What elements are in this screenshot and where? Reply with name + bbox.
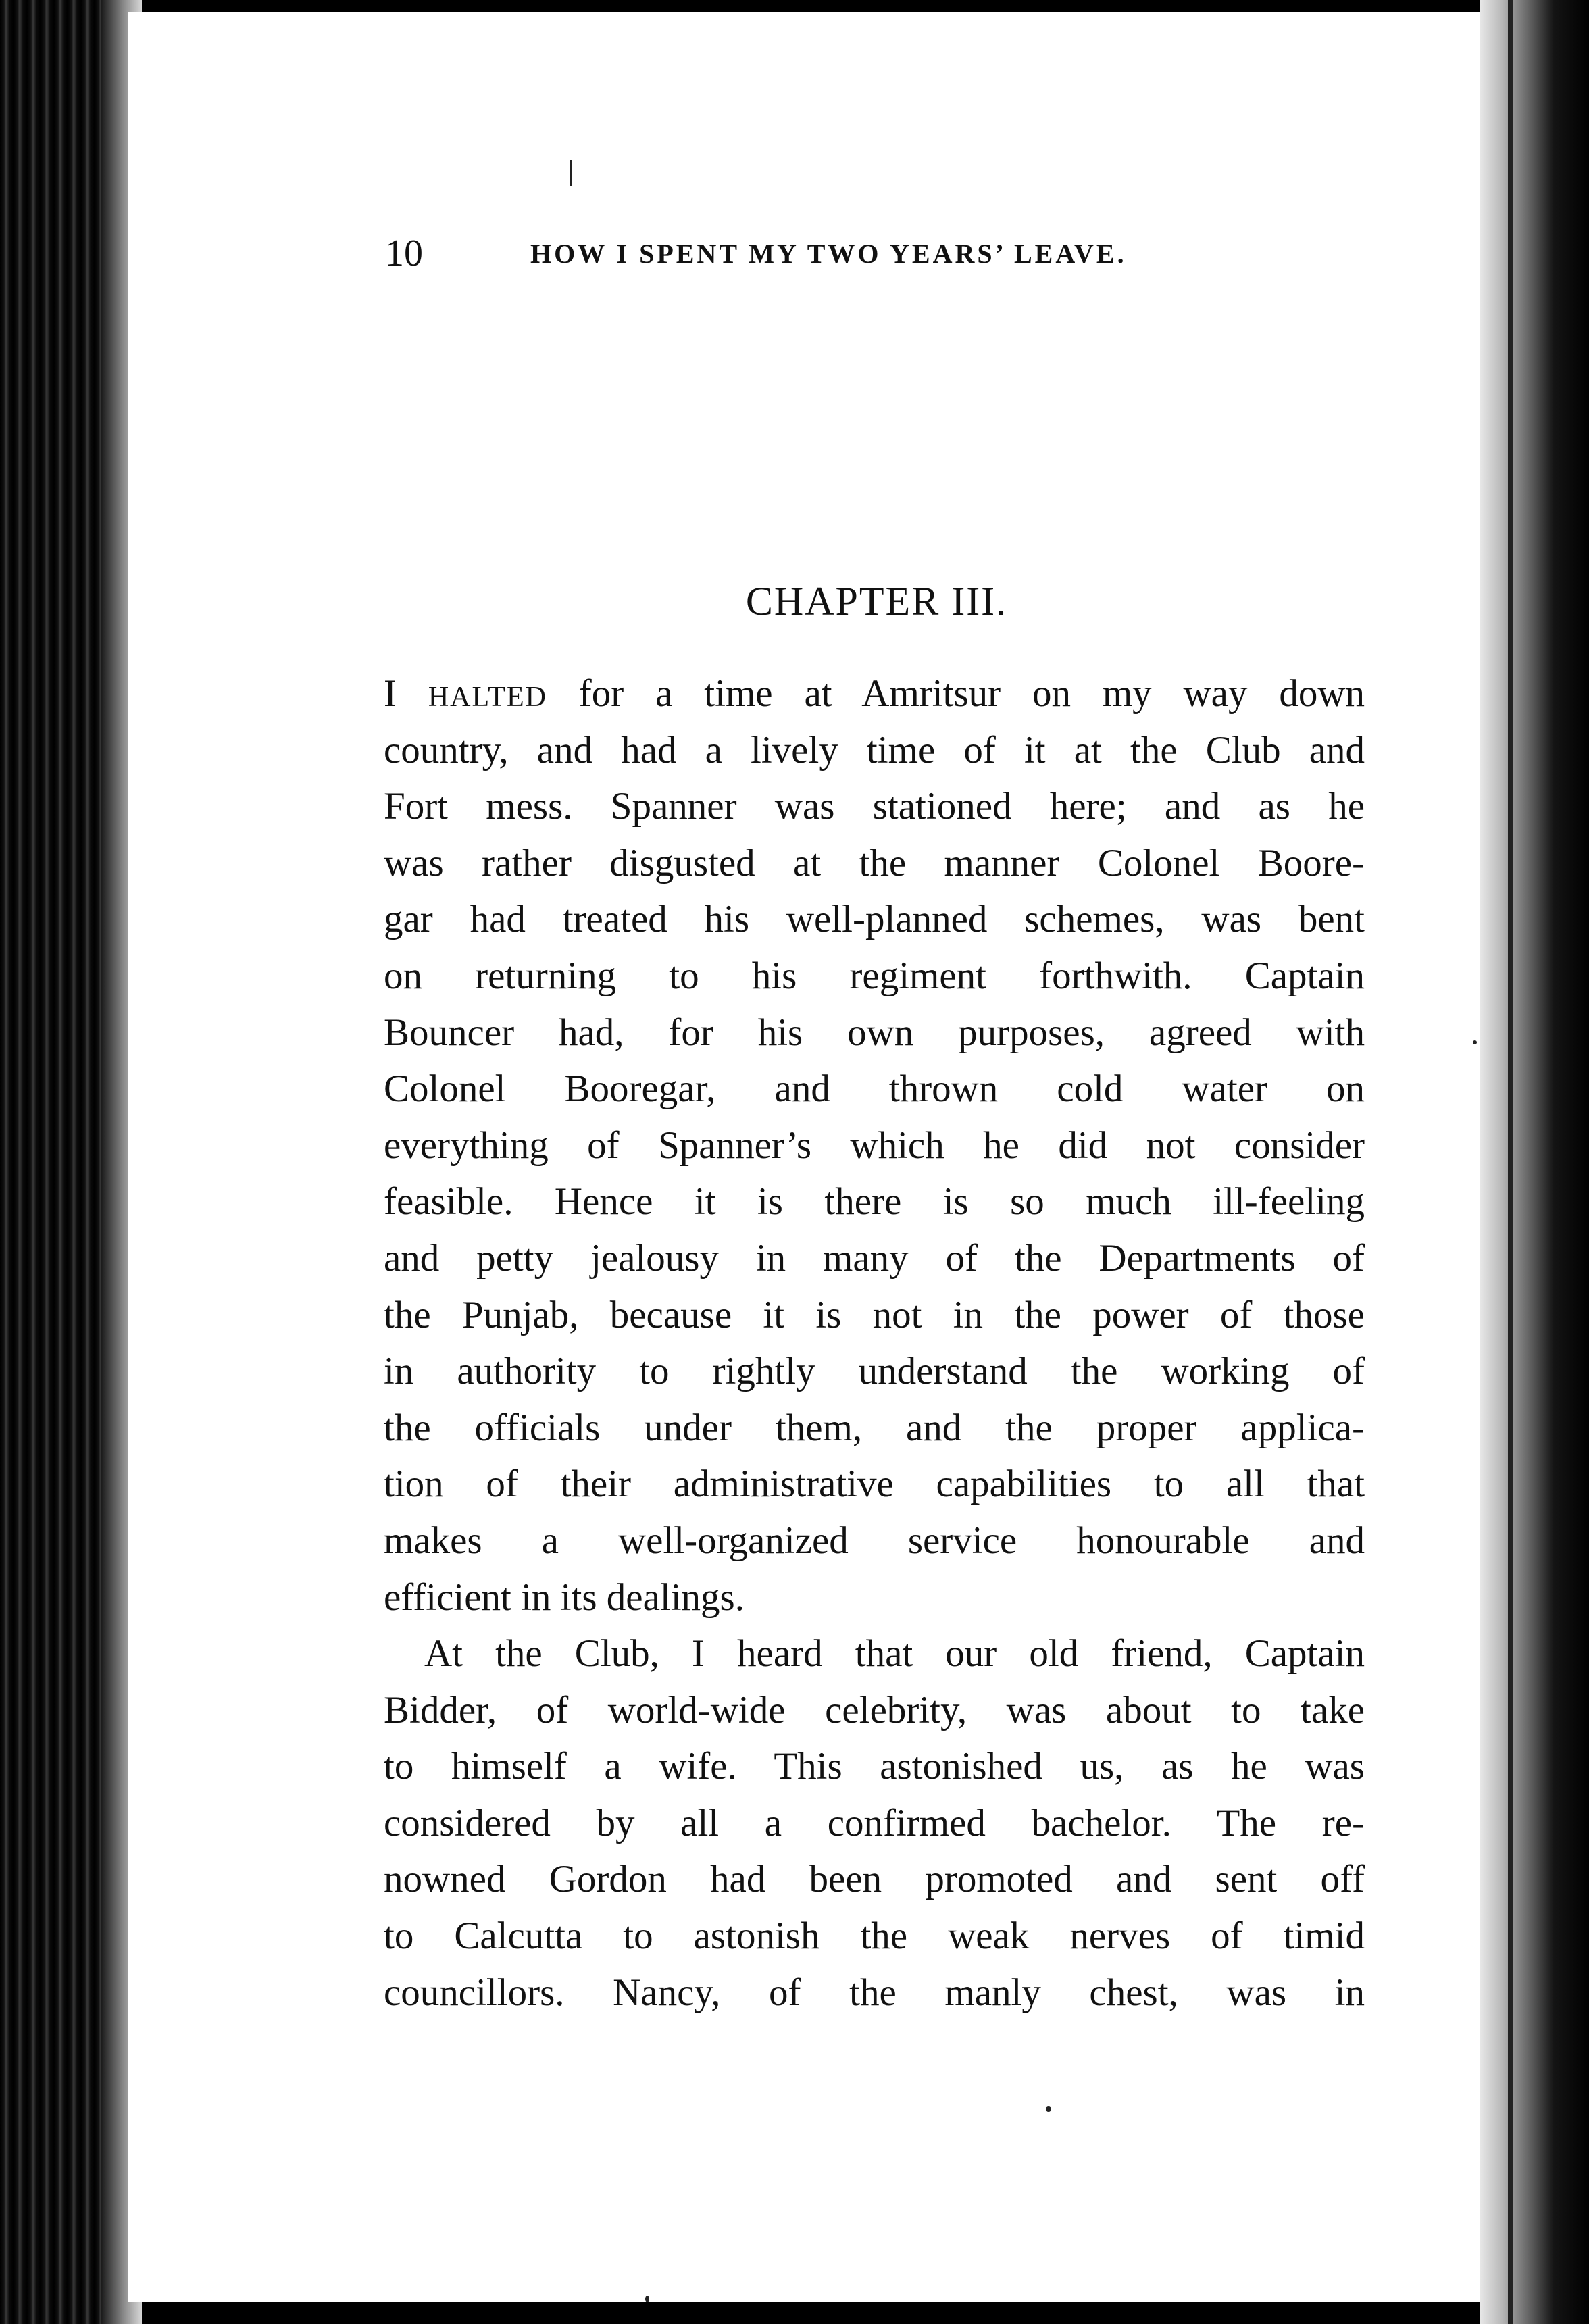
scan-speck (1046, 2106, 1051, 2112)
text-line: makes a well-organized service honourable and (384, 1519, 1365, 1562)
scan-speck (1473, 1040, 1477, 1044)
text-line: tion of their administrative capabilities to all that (384, 1463, 1365, 1506)
text-line: was rather disgusted at the manner Colonel Boore- (384, 841, 1365, 884)
text-line: to Calcutta to astonish the weak nerves of timid (384, 1915, 1365, 1958)
text-line: Colonel Booregar, and thrown cold water on (384, 1067, 1365, 1111)
text-line: considered by all a confirmed bachelor. The re- (384, 1801, 1365, 1844)
text-line: the officials under them, and the proper applica- (384, 1406, 1365, 1449)
text-line: country, and had a lively time of it at the Club and (384, 728, 1365, 772)
text-line: Fort mess. Spanner was stationed here; and as he (384, 785, 1365, 828)
text-line: to himself a wife. This astonished us, as he was (384, 1745, 1365, 1788)
scan-mark (570, 160, 572, 186)
scan-speck (645, 2296, 649, 2302)
text-line: in authority to rightly understand the working of (384, 1350, 1365, 1393)
text-line: Bidder, of world-wide celebrity, was about to take (384, 1688, 1365, 1732)
book-left-edge (0, 0, 115, 2324)
lead-word: I (384, 672, 397, 715)
lead-smallcaps: HALTED (428, 682, 547, 713)
running-head (385, 230, 1371, 277)
book-right-edge (1480, 0, 1589, 2324)
right-gutter-line (1508, 0, 1513, 2324)
text-line-fragment: for a time at Amritsur on my way down (547, 672, 1365, 715)
text-line: gar had treated his well-planned schemes, was bent (384, 898, 1365, 941)
running-head-title: HOW I SPENT MY TWO YEARS’ LEAVE. (530, 238, 1127, 269)
text-line: feasible. Hence it is there is so much ill-feeling (384, 1180, 1365, 1223)
text-line: nowned Gordon had been promoted and sent off (384, 1858, 1365, 1901)
text-line: everything of Spanner’s which he did not consider (384, 1123, 1365, 1167)
body-text (384, 665, 1365, 2021)
chapter-title: CHAPTER III. (745, 579, 1008, 624)
page-number: 10 (385, 232, 423, 274)
text-line: and petty jealousy in many of the Departments of (384, 1236, 1365, 1280)
text-line (384, 665, 1365, 722)
text-line: councillors. Nancy, of the manly chest, was in (384, 1971, 1365, 2014)
text-line: Bouncer had, for his own purposes, agreed with (384, 1011, 1365, 1054)
text-line: the Punjab, because it is not in the power of those (384, 1293, 1365, 1336)
text-line: on returning to his regiment forthwith. Captain (384, 954, 1365, 997)
text-line: efficient in its dealings. (384, 1575, 745, 1619)
text-line: At the Club, I heard that our old friend, Captain (424, 1632, 1365, 1675)
